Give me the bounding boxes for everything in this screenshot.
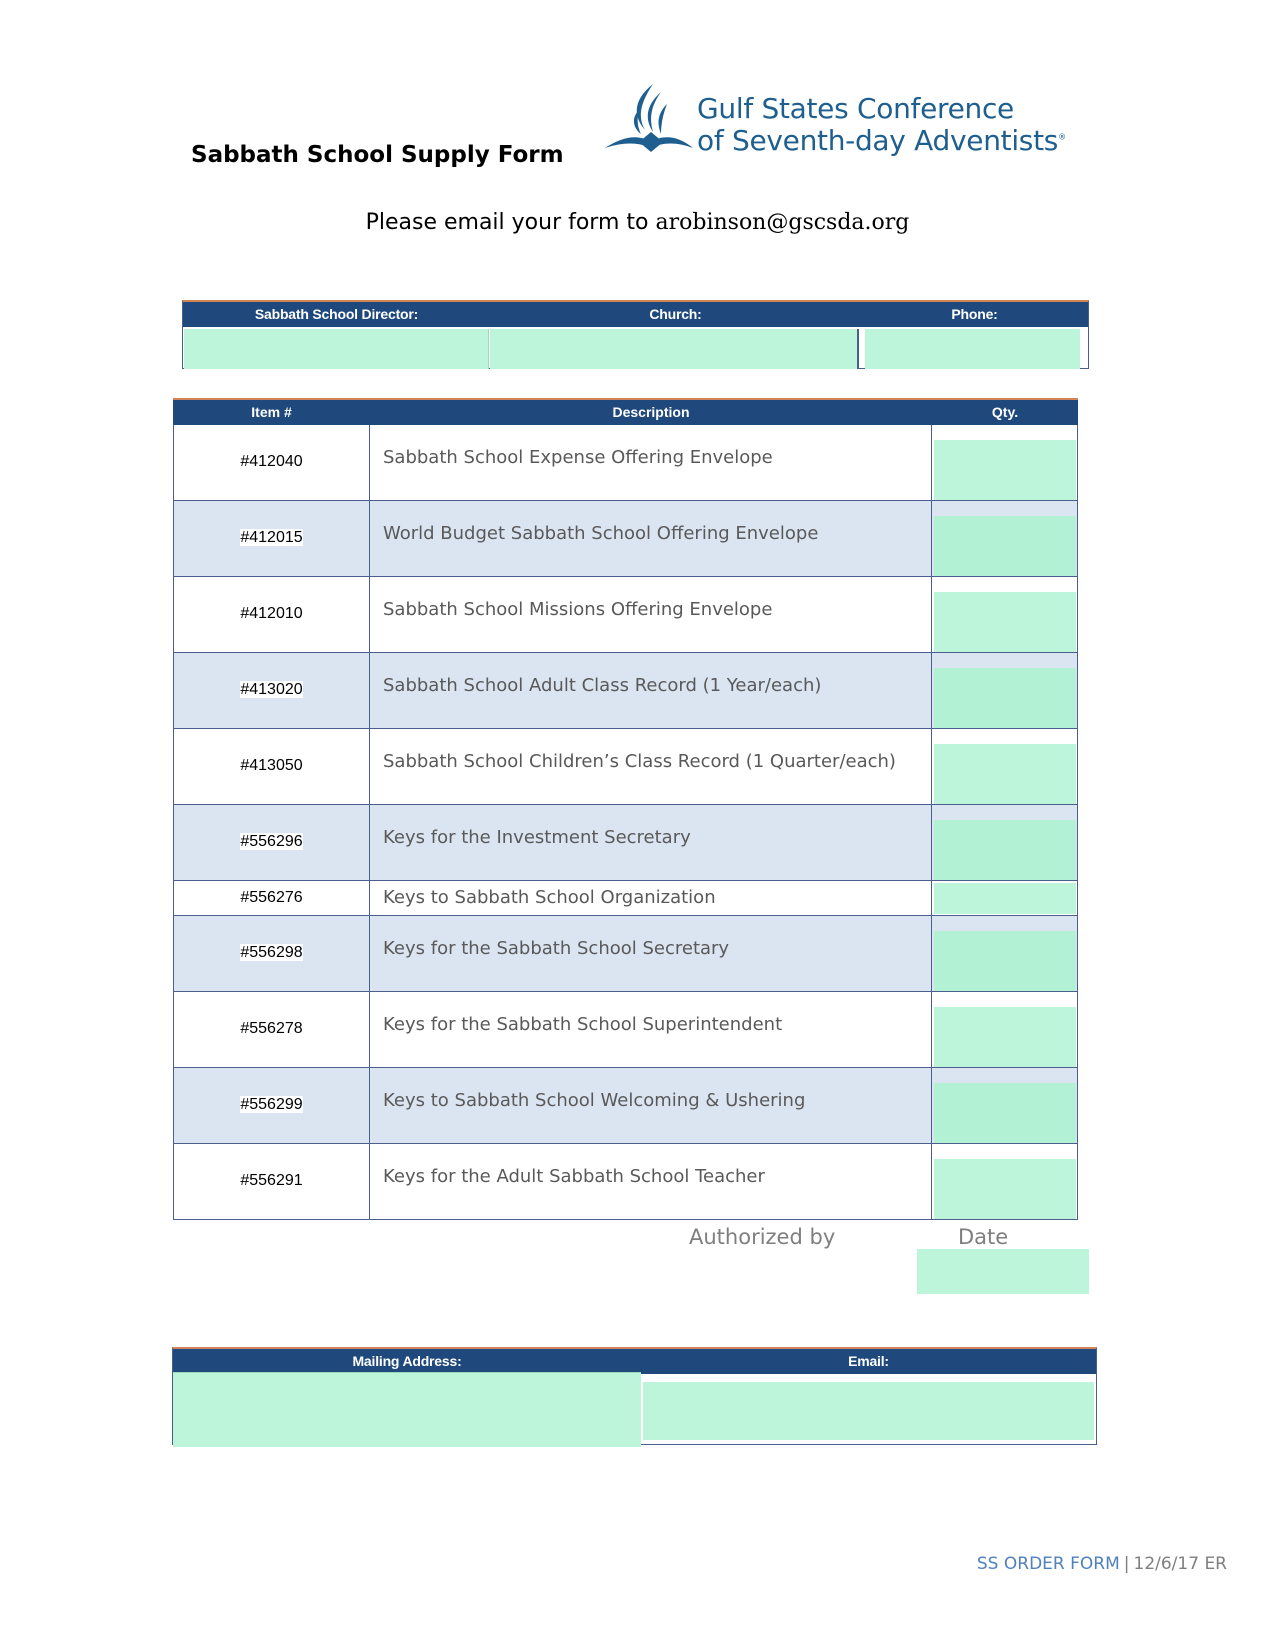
table-row: [173, 425, 1078, 501]
item-description: Keys for the Investment Secretary: [383, 827, 691, 848]
item-number-text: #413050: [240, 757, 303, 774]
page-footer: [977, 1554, 1227, 1574]
logo-line-1: Gulf States Conference: [697, 92, 1014, 125]
qty-field[interactable]: [934, 440, 1076, 500]
director-info-table: [182, 300, 1089, 369]
table-row: [173, 805, 1078, 881]
footer-separator: |: [1123, 1554, 1130, 1574]
item-description: Keys to Sabbath School Welcoming & Ushering: [383, 1090, 806, 1111]
phone-header: Phone:: [861, 302, 1088, 327]
item-description: Sabbath School Missions Offering Envelope: [383, 599, 773, 620]
item-description: Keys for the Sabbath School Secretary: [383, 938, 730, 959]
item-number: [173, 681, 370, 699]
item-col-header: Item #: [251, 404, 292, 420]
item-number-text: #556298: [240, 944, 303, 961]
item-number-text: #412040: [240, 453, 303, 470]
contact-table: [172, 1347, 1097, 1445]
table-row: [173, 577, 1078, 653]
form-title: Sabbath School Supply Form: [191, 142, 564, 168]
item-number: [173, 944, 370, 962]
email-address[interactable]: arobinson@gscsda.org: [655, 210, 910, 235]
description-col-header: Description: [612, 404, 690, 420]
item-number-text: #412010: [240, 605, 303, 622]
logo-line-2-text: of Seventh-day Adventists: [697, 124, 1059, 157]
table-row: [173, 916, 1078, 992]
item-number: [173, 1172, 370, 1190]
phone-field[interactable]: [865, 329, 1080, 369]
qty-field[interactable]: [934, 820, 1076, 880]
church-header: Church:: [490, 302, 861, 327]
date-label: Date: [958, 1225, 1009, 1249]
item-description: Keys for the Sabbath School Superintendent: [383, 1014, 783, 1035]
item-number: [173, 529, 370, 547]
footer-form-name: SS ORDER FORM: [976, 1554, 1120, 1574]
qty-field[interactable]: [934, 1007, 1076, 1067]
qty-field[interactable]: [934, 592, 1076, 652]
items-header-row: [173, 400, 1078, 425]
church-field[interactable]: [490, 329, 859, 369]
qty-field[interactable]: [934, 1159, 1076, 1219]
item-number: [173, 605, 370, 623]
conference-logo: [603, 82, 1066, 172]
item-description: Keys to Sabbath School Organization: [383, 887, 716, 908]
table-row: [173, 653, 1078, 729]
table-row: [173, 1144, 1078, 1220]
item-number: [173, 1096, 370, 1114]
item-description: Sabbath School Expense Offering Envelope: [383, 447, 773, 468]
qty-field[interactable]: [934, 516, 1076, 576]
director-field[interactable]: [184, 329, 489, 369]
item-number-text: #413020: [240, 681, 303, 698]
email-instruction-label: Please email your form to: [365, 210, 656, 235]
item-number-text: #412015: [240, 529, 303, 546]
item-description: World Budget Sabbath School Offering Envelope: [383, 523, 819, 544]
director-header: Sabbath School Director:: [183, 302, 490, 327]
item-description: Keys for the Adult Sabbath School Teacher: [383, 1166, 765, 1187]
email-instruction: [0, 210, 1275, 235]
qty-col-header: Qty.: [991, 404, 1019, 420]
item-number: [173, 757, 370, 775]
item-number-text: #556296: [240, 833, 303, 850]
item-number-text: #556276: [240, 889, 303, 906]
mailing-address-field[interactable]: [173, 1372, 641, 1447]
mailing-address-header: Mailing Address:: [173, 1349, 641, 1374]
email-header: Email:: [641, 1349, 1096, 1374]
qty-field[interactable]: [934, 744, 1076, 804]
item-number-text: #556291: [240, 1172, 303, 1189]
registered-mark: ®: [1058, 132, 1066, 142]
table-row: [173, 501, 1078, 577]
authorized-by-label: Authorized by: [689, 1225, 836, 1249]
item-number: [173, 889, 370, 907]
flame-bible-icon: [603, 82, 693, 157]
table-row: [173, 1068, 1078, 1144]
table-row: [173, 881, 1078, 916]
item-description: Sabbath School Children’s Class Record (1 Quarter/each): [383, 751, 896, 772]
table-row: [173, 992, 1078, 1068]
item-number: [173, 833, 370, 851]
email-field[interactable]: [643, 1382, 1094, 1440]
table-row: [173, 729, 1078, 805]
footer-version: 12/6/17 ER: [1133, 1554, 1227, 1574]
item-description: Sabbath School Adult Class Record (1 Year/each): [383, 675, 822, 696]
item-number: [173, 1020, 370, 1038]
qty-field[interactable]: [934, 668, 1076, 728]
item-number-text: #556299: [240, 1096, 303, 1113]
qty-field[interactable]: [934, 931, 1076, 991]
qty-field[interactable]: [934, 883, 1076, 914]
date-field[interactable]: [917, 1249, 1089, 1294]
item-number: [173, 453, 370, 471]
qty-field[interactable]: [934, 1083, 1076, 1143]
item-number-text: #556278: [240, 1020, 303, 1037]
logo-line-2: [697, 124, 1066, 157]
